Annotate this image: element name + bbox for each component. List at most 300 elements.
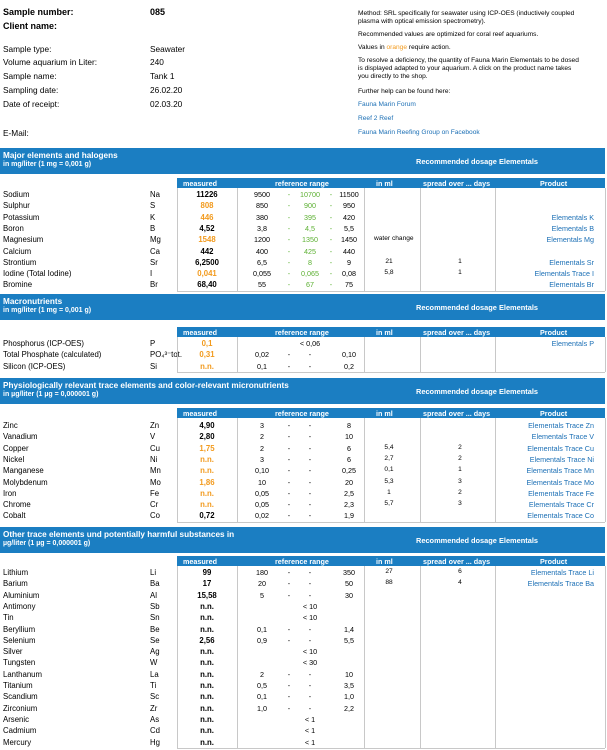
table-row (0, 223, 605, 234)
table-row (0, 349, 605, 360)
range-limit: < 1 (304, 714, 316, 724)
element-symbol: Sn (150, 613, 160, 623)
element-name: Aluminium (3, 590, 40, 600)
measured-value: n.n. (200, 500, 214, 510)
measured-value: n.n. (200, 669, 214, 679)
section-unit: in mg/liter (1 mg = 0,001 g) (3, 307, 92, 314)
range-separator: - (287, 500, 291, 510)
measured-value: n.n. (200, 647, 214, 657)
product-link[interactable]: Elementals Trace Cr (528, 500, 594, 510)
product-link[interactable]: Elementals Trace Cu (527, 443, 594, 453)
measured-value: n.n. (200, 737, 214, 747)
element-name: Nickel (3, 454, 25, 464)
measured-value: 0,1 (201, 339, 213, 348)
spread-days: 1 (458, 269, 462, 277)
range-target: - (308, 466, 312, 476)
section-unit: in mg/liter (1 mg = 0,001 g) (3, 161, 92, 168)
col-spread: spread over ... days (423, 409, 491, 418)
element-symbol: Cr (150, 500, 159, 510)
range-low: 0,02 (255, 511, 269, 521)
element-name: Total Phosphate (calculated) (3, 350, 102, 360)
range-separator: - (287, 703, 291, 713)
range-high: 0,10 (342, 350, 356, 360)
recommended-dosage-label: Recommended dosage Elementals (416, 303, 538, 312)
product-link[interactable]: Elementals P (551, 339, 594, 348)
range-high: 440 (343, 246, 355, 256)
email-label: E-Mail: (3, 128, 29, 138)
field-label: Sampling date: (3, 85, 59, 95)
dose-ml: 1 (387, 488, 391, 496)
element-name: Lithium (3, 568, 29, 577)
range-separator: - (287, 421, 291, 430)
element-symbol: Hg (150, 737, 160, 747)
dose-ml: 88 (385, 579, 393, 587)
dose-ml: 27 (385, 568, 393, 575)
element-name: Sodium (3, 190, 30, 199)
product-link[interactable]: Elementals Trace Li (530, 568, 594, 577)
product-link[interactable]: Elementals Mg (546, 235, 594, 245)
link-facebook[interactable]: Fauna Marin Reefing Group on Facebook (358, 129, 480, 136)
range-low: 0,1 (257, 692, 267, 702)
measured-value: 4,90 (199, 421, 215, 430)
element-name: Antimony (3, 601, 36, 611)
col-product: Product (540, 328, 568, 337)
element-name: Copper (3, 443, 29, 453)
col-measured: measured (183, 179, 217, 188)
grid-line (237, 418, 238, 522)
grid-line (420, 188, 421, 291)
measured-value: 2,56 (199, 635, 215, 645)
section-title: Macronutrients (3, 297, 63, 306)
range-target: - (308, 421, 312, 430)
element-name: Phosphorus (ICP-OES) (3, 339, 85, 348)
table-row (0, 212, 605, 223)
measured-value: 0,31 (199, 350, 215, 360)
table-row (0, 268, 605, 279)
table-row (0, 510, 605, 521)
table-row (0, 361, 605, 372)
range-target: - (308, 579, 312, 589)
grid-line (237, 566, 238, 748)
table-row (0, 189, 605, 200)
table-row (0, 279, 605, 290)
grid-line (177, 188, 178, 291)
element-name: Tungsten (3, 658, 36, 668)
table-row (0, 725, 605, 736)
product-link[interactable]: Elementals Trace Zn (528, 421, 594, 430)
range-low: 1,0 (257, 703, 267, 713)
range-target: - (308, 361, 312, 371)
spread-days: 3 (458, 477, 462, 485)
recommended-dosage-label: Recommended dosage Elementals (416, 387, 538, 396)
range-separator: - (329, 246, 333, 256)
spread-days: 6 (458, 568, 462, 575)
range-high: 8 (347, 421, 351, 430)
range-low: 0,1 (257, 624, 267, 634)
table-row (0, 578, 605, 589)
element-symbol: Cd (150, 726, 160, 736)
element-symbol: La (150, 669, 159, 679)
field-value: Seawater (150, 44, 186, 54)
grid-line (495, 418, 496, 522)
range-separator: - (287, 280, 291, 290)
range-high: 5,5 (344, 223, 354, 233)
range-low: 0,10 (255, 466, 269, 476)
element-symbol: P (150, 339, 156, 348)
range-high: 20 (345, 477, 353, 487)
range-separator: - (329, 257, 333, 267)
grid-line (420, 566, 421, 748)
table-row (0, 737, 605, 748)
range-separator: - (287, 235, 291, 245)
grid-line (177, 522, 605, 523)
range-high: 6 (347, 443, 351, 453)
range-separator: - (329, 223, 333, 233)
measured-value: n.n. (200, 624, 214, 634)
range-separator: - (287, 624, 291, 634)
resolve-text-3: you directly to the shop. (358, 73, 428, 80)
spread-days: 1 (458, 466, 462, 474)
product-link[interactable]: Elementals Trace Ni (529, 454, 594, 464)
range-low: 3 (260, 421, 264, 430)
element-name: Cadmium (3, 726, 37, 736)
element-name: Scandium (3, 692, 38, 702)
element-name: Bromine (3, 280, 33, 290)
range-high: 0,25 (342, 466, 356, 476)
range-low: 2 (260, 432, 264, 442)
section-header (0, 148, 605, 174)
range-high: 2,2 (344, 703, 354, 713)
measured-value: 0,72 (199, 511, 215, 521)
range-high: 1,9 (344, 511, 354, 521)
range-high: 0,2 (344, 361, 354, 371)
measured-value: 446 (200, 212, 214, 222)
element-name: Barium (3, 579, 28, 589)
element-symbol: Mg (150, 235, 161, 245)
product-link[interactable]: Elementals Trace V (531, 432, 594, 442)
measured-value: 4,52 (199, 223, 215, 233)
product-link[interactable]: Elementals Trace Co (527, 511, 594, 521)
element-symbol: Na (150, 190, 160, 199)
table-row (0, 703, 605, 714)
measured-value: 808 (200, 201, 214, 211)
link-forum[interactable]: Fauna Marin Forum (358, 101, 416, 108)
range-limit: < 10 (302, 647, 318, 657)
table-row (0, 454, 605, 465)
range-separator: - (287, 669, 291, 679)
range-low: 0,055 (253, 269, 271, 279)
grid-line (495, 337, 496, 372)
col-reference: reference range (275, 328, 329, 337)
element-symbol: Fe (150, 488, 160, 498)
resolve-text: To resolve a deficiency, the quantity of Fauna Marin Elementals to be dosed (358, 57, 579, 64)
measured-value: 442 (200, 246, 214, 256)
product-link[interactable]: Elementals B (551, 223, 594, 233)
element-symbol: B (150, 223, 156, 233)
table-row (0, 420, 605, 431)
element-name: Potassium (3, 212, 40, 222)
grid-line (237, 337, 238, 372)
table-row (0, 234, 605, 245)
link-reef2reef[interactable]: Reef 2 Reef (358, 115, 394, 122)
range-target: 67 (306, 280, 314, 290)
grid-line (177, 748, 605, 749)
range-high: 3,5 (344, 681, 354, 690)
measured-value: 1548 (198, 235, 216, 245)
range-high: 1,4 (344, 624, 354, 634)
col-measured: measured (183, 328, 217, 337)
range-target: 8 (308, 257, 312, 267)
element-name: Strontium (3, 257, 37, 267)
table-row (0, 680, 605, 691)
col-reference: reference range (275, 179, 329, 188)
range-separator: - (329, 269, 333, 279)
element-name: Cobalt (3, 511, 26, 521)
element-name: Lanthanum (3, 669, 43, 679)
range-high: 6 (347, 454, 351, 464)
grid-line (364, 337, 365, 372)
range-target: - (308, 703, 312, 713)
range-high: 950 (343, 201, 355, 211)
range-target: - (308, 669, 312, 679)
measured-value: n.n. (200, 613, 214, 623)
range-separator: - (287, 257, 291, 267)
range-low: 20 (258, 579, 266, 589)
table-row (0, 567, 605, 578)
range-target: 395 (304, 212, 316, 222)
spread-days: 2 (458, 443, 462, 451)
range-separator: - (329, 280, 333, 290)
dose-ml: 5,8 (384, 269, 394, 277)
grid-line (177, 566, 178, 748)
sample-number-value: 085 (150, 7, 166, 17)
col-product: Product (540, 557, 568, 566)
range-separator: - (287, 635, 291, 645)
grid-line (177, 418, 178, 522)
table-row (0, 590, 605, 601)
product-link[interactable]: Elementals Trace Mn (526, 466, 594, 476)
dose-ml: 21 (385, 257, 393, 265)
range-separator: - (329, 190, 333, 199)
grid-line (364, 188, 365, 291)
resolve-text-2: is displayed adapted to your aquarium. A click on the product name takes (358, 65, 572, 72)
product-link[interactable]: Elementals Trace I (534, 269, 594, 279)
range-high: 9 (347, 257, 351, 267)
grid-line (364, 566, 365, 748)
measured-value: 68,40 (197, 280, 217, 290)
table-row (0, 257, 605, 268)
field-label: Sample name: (3, 71, 57, 81)
dose-ml: 5,4 (384, 443, 394, 451)
range-low: 1200 (254, 235, 270, 245)
element-symbol: Si (150, 361, 157, 371)
section-title: Other trace elements und potentially harmful substances in (3, 530, 235, 539)
measured-value: n.n. (200, 692, 214, 702)
product-link[interactable]: Elementals Trace Fe (528, 488, 594, 498)
range-high: 1,0 (344, 692, 354, 702)
range-separator: - (287, 681, 291, 690)
element-name: Selenium (3, 635, 36, 645)
element-symbol: PO₄³⁻tot. (150, 350, 182, 360)
element-symbol: Sc (150, 692, 160, 702)
range-target: 900 (304, 201, 316, 211)
range-low: 3 (260, 454, 264, 464)
range-high: 50 (345, 579, 353, 589)
range-high: 30 (345, 590, 353, 600)
table-row (0, 488, 605, 499)
element-name: Arsenic (3, 714, 29, 724)
element-name: Calcium (3, 246, 32, 256)
element-name: Titanium (3, 681, 33, 690)
range-limit: < 10 (302, 601, 318, 611)
product-link[interactable]: Elementals Sr (549, 257, 594, 267)
range-limit: < 1 (304, 737, 316, 747)
product-link[interactable]: Elementals Trace Mo (526, 477, 594, 487)
range-high: 2,5 (344, 488, 354, 498)
range-low: 10 (258, 477, 266, 487)
range-target: - (308, 454, 312, 464)
range-low: 850 (256, 201, 268, 211)
element-symbol: Mn (150, 466, 161, 476)
element-symbol: Ca (150, 246, 160, 256)
range-low: 3,8 (257, 223, 267, 233)
range-high: 10 (345, 669, 353, 679)
range-target: 0,065 (301, 269, 319, 279)
measured-value: 6,2500 (195, 257, 219, 267)
range-separator: - (287, 269, 291, 279)
element-symbol: As (150, 714, 160, 724)
client-name-label: Client name: (3, 21, 58, 31)
range-low: 9500 (254, 190, 270, 199)
range-low: 5 (260, 590, 264, 600)
measured-value: n.n. (200, 601, 214, 611)
spread-days: 2 (458, 488, 462, 496)
field-value: Tank 1 (150, 71, 175, 81)
element-name: Zinc (3, 421, 18, 430)
spread-days: 4 (458, 579, 462, 587)
range-separator: - (287, 432, 291, 442)
recommended-dosage-label: Recommended dosage Elementals (416, 157, 538, 166)
table-row (0, 601, 605, 612)
recommended-note: Recommended values are optimized for coral reef aquariums. (358, 31, 539, 38)
range-low: 0,5 (257, 681, 267, 690)
section-header (0, 294, 605, 320)
product-link[interactable]: Elementals Trace Ba (527, 579, 594, 589)
range-low: 380 (256, 212, 268, 222)
range-high: 1450 (341, 235, 357, 245)
range-high: 75 (345, 280, 353, 290)
measured-value: n.n. (200, 726, 214, 736)
measured-value: 0,041 (197, 269, 217, 279)
table-row (0, 714, 605, 725)
range-low: 180 (256, 568, 268, 577)
range-separator: - (287, 361, 291, 371)
range-high: 11500 (339, 190, 359, 199)
range-separator: - (287, 443, 291, 453)
range-separator: - (287, 488, 291, 498)
measured-value: n.n. (200, 658, 214, 668)
element-name: Manganese (3, 466, 44, 476)
table-row (0, 612, 605, 623)
table-row (0, 477, 605, 488)
measured-value: n.n. (200, 714, 214, 724)
dose-ml: 0,1 (384, 466, 394, 474)
range-separator: - (329, 212, 333, 222)
grid-line (495, 188, 496, 291)
section-unit: in µg/liter (1 µg = 0,000001 g) (3, 391, 99, 398)
range-separator: - (287, 692, 291, 702)
table-row (0, 246, 605, 257)
range-target: - (308, 590, 312, 600)
range-low: 400 (256, 246, 268, 256)
col-spread: spread over ... days (423, 328, 491, 337)
element-symbol: Se (150, 635, 160, 645)
range-limit: < 1 (304, 726, 316, 736)
col-reference: reference range (275, 409, 329, 418)
range-target: - (308, 568, 312, 577)
measured-value: n.n. (200, 454, 214, 464)
col-ml: in ml (376, 328, 393, 337)
range-limit: < 10 (302, 613, 318, 623)
range-target: - (308, 511, 312, 521)
range-target: - (308, 488, 312, 498)
grid-line (495, 566, 496, 748)
element-name: Iron (3, 488, 17, 498)
element-symbol: Zr (150, 703, 158, 713)
grid-line (605, 418, 606, 522)
element-name: Magnesium (3, 235, 44, 245)
section-header (0, 378, 605, 404)
element-symbol: Sb (150, 601, 160, 611)
grid-line (605, 188, 606, 291)
table-row (0, 691, 605, 702)
product-link[interactable]: Elementals K (551, 212, 594, 222)
range-separator: - (287, 466, 291, 476)
range-separator: - (287, 568, 291, 577)
measured-value: n.n. (200, 681, 214, 690)
measured-value: 1,75 (199, 443, 215, 453)
column-headers (177, 178, 605, 188)
col-spread: spread over ... days (423, 179, 491, 188)
range-low: 55 (258, 280, 266, 290)
element-name: Tin (3, 613, 14, 623)
measured-value: 99 (202, 568, 212, 577)
element-symbol: V (150, 432, 156, 442)
measured-value: n.n. (200, 703, 214, 713)
range-low: 6,5 (257, 257, 267, 267)
range-target: 10700 (300, 190, 320, 199)
range-separator: - (287, 579, 291, 589)
range-target: - (308, 432, 312, 442)
col-product: Product (540, 409, 568, 418)
range-target: 1350 (302, 235, 318, 245)
element-symbol: Ba (150, 579, 160, 589)
field-value: 240 (150, 57, 164, 67)
element-name: Silver (3, 647, 23, 657)
element-symbol: Cu (150, 443, 160, 453)
range-target: - (308, 692, 312, 702)
element-name: Silicon (ICP-OES) (3, 361, 66, 371)
element-symbol: Ag (150, 647, 160, 657)
product-link[interactable]: Elementals Br (549, 280, 594, 290)
spread-days: 1 (458, 257, 462, 265)
range-separator: - (287, 212, 291, 222)
range-low: 0,1 (257, 361, 267, 371)
element-name: Mercury (3, 737, 32, 747)
element-symbol: Mo (150, 477, 161, 487)
col-spread: spread over ... days (423, 557, 491, 566)
field-value: 26.02.20 (150, 85, 183, 95)
